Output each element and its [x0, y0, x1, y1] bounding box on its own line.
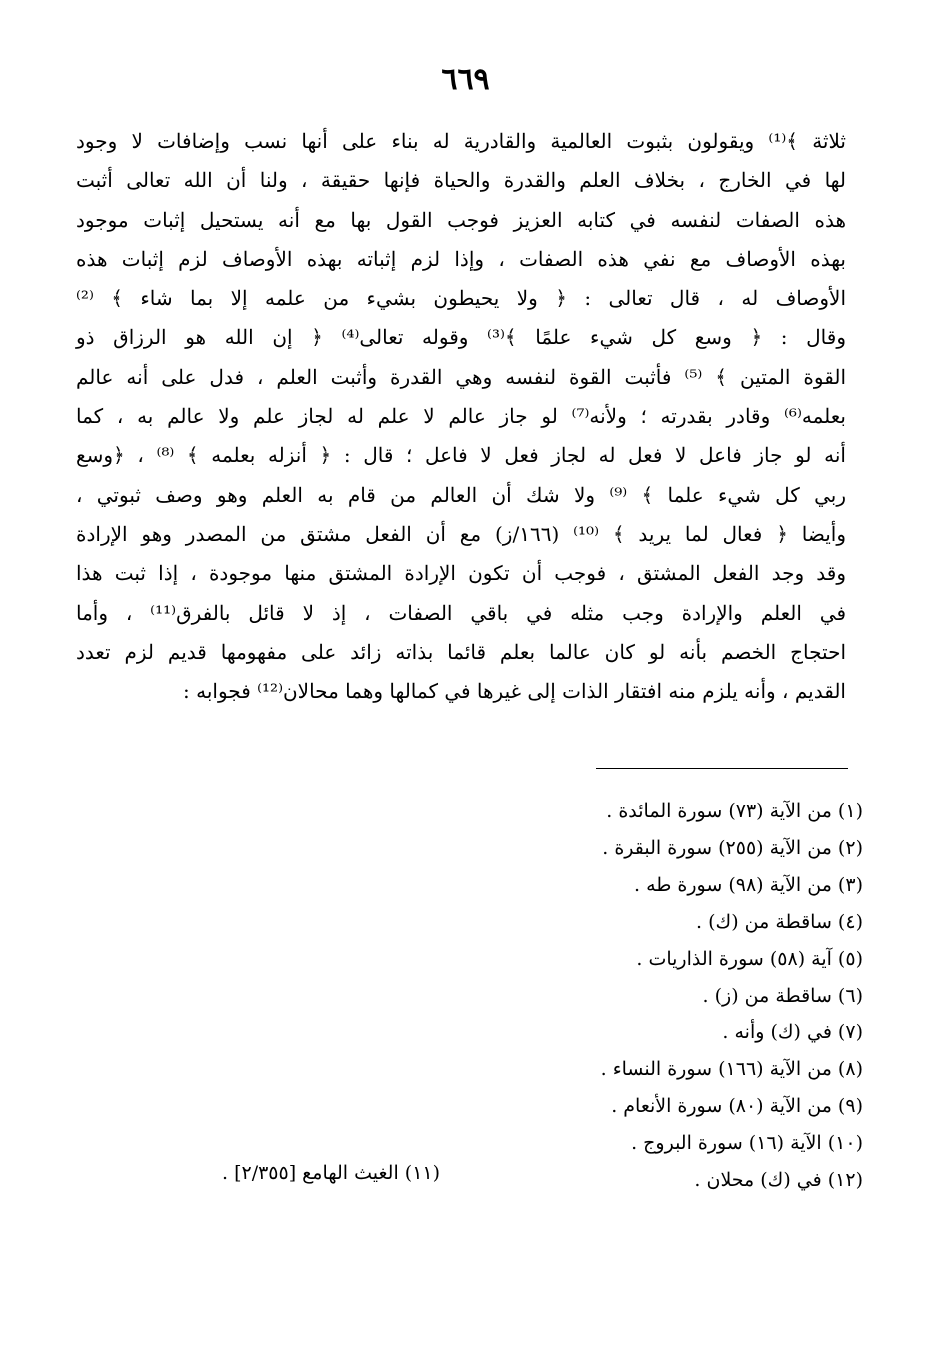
footnote-item: (٤) ساقطة من (ك) .	[696, 910, 863, 933]
body-line: ربي كل شيء علما ﴾ ⁽⁹⁾ ولا شك أن العالم من قام به العلم وهو وصف ثبوتي ،	[76, 482, 846, 507]
footnote-item: (٢) من الآية (٢٥٥) سورة البقرة .	[602, 836, 863, 859]
footnote-item-11: (١١) الغيث الهامع [٢/٣٥٥] .	[222, 1162, 441, 1184]
body-line: القوة المتين ﴾ ⁽⁵⁾ فأثبت القوة لنفسه وهي القدرة وأثبت العلم ، فدل على أنه عالم	[76, 364, 846, 389]
body-line: القديم ، وأنه يلزم منه افتقار الذات إلى غيرها في كمالها وهما محالان⁽¹²⁾ فجوابه :	[183, 679, 846, 704]
footnote-item: (١٠) الآية (١٦) سورة البروج .	[631, 1132, 863, 1155]
body-line: الأوصاف له ، قال تعالى : ﴿ ولا يحيطون بشيء من علمه إلا بما شاء ﴾ ⁽²⁾	[76, 286, 846, 311]
body-line: ثلاثة ﴾⁽¹⁾ ويقولون بثبوت العالمية والقادرية له بناء على أنها نسب وإضافات لا وجود	[76, 129, 846, 153]
footnote-item: (٦) ساقطة من (ز) .	[702, 984, 863, 1007]
body-line: وقد وجد الفعل المشتق ، فوجب أن تكون الإرادة المشتق منها موجودة ، إذا ثبت هذا	[76, 561, 846, 586]
footnote-item: (٣) من الآية (٩٨) سورة طه .	[634, 873, 863, 896]
main-body-text	[76, 122, 846, 711]
footnote-item: (٨) من الآية (١٦٦) سورة النساء .	[600, 1058, 863, 1081]
footnote-divider	[596, 768, 848, 769]
footnote-item: (١٢) في (ك) محلان .	[694, 1169, 863, 1192]
footnote-item: (٩) من الآية (٨٠) سورة الأنعام .	[611, 1095, 863, 1118]
body-line: هذه الصفات لنفسه في كتابه العزيز فوجب القول بها مع أنه يستحيل إثبات موجود	[76, 207, 846, 232]
footnote-item: (٥) آية (٥٨) سورة الذاريات .	[636, 947, 863, 970]
body-line: وقال : ﴿ وسع كل شيء علمًا ﴾⁽³⁾ وقوله تعالى⁽⁴⁾ ﴿ إن الله هو الرزاق ذو	[76, 325, 846, 350]
page-number: ٦٦٩	[441, 62, 490, 97]
body-line: بهذه الأوصاف مع نفي هذه الصفات ، وإذا لزم إثباته بهذه الأوصاف لزم إثبات هذه	[76, 246, 846, 271]
body-line: لها في الخارج ، بخلاف العلم والقدرة والحياة فإنها حقيقة ، ولنا أن الله تعالى أثبت	[76, 168, 846, 193]
body-line: بعلمه⁽⁶⁾ وقادر بقدرته ؛ ولأنه⁽⁷⁾ لو جاز عالم لا علم له لجاز علم ولا عالم به ، كما	[76, 404, 846, 429]
footnote-item: (١) من الآية (٧٣) سورة المائدة .	[606, 800, 863, 822]
footnotes-list	[443, 793, 863, 1199]
body-line: وأيضا ﴿ فعال لما يريد ﴾ ⁽¹⁰⁾ (١٦٦/ز) مع أن الفعل مشتق من المصدر وهو الإرادة	[76, 521, 846, 546]
body-line: احتجاج الخصم بأنه لو كان عالما بعلم قائما بذاته زائد على مفهومها قديم لزم تعدد	[76, 639, 846, 664]
footnote-item: (٧) في (ك) وأنه .	[722, 1021, 863, 1044]
body-line: في العلم والإرادة وجب مثله في باقي الصفات ، إذ لا قائل بالفرق⁽¹¹⁾ ، وأما	[76, 600, 847, 625]
body-line: أنه لو جاز فاعل لا فعل له لجاز فعل لا فاعل ؛ قال : ﴿ أنزله بعلمه ﴾ ⁽⁸⁾ ، ﴿وسع	[76, 443, 846, 468]
